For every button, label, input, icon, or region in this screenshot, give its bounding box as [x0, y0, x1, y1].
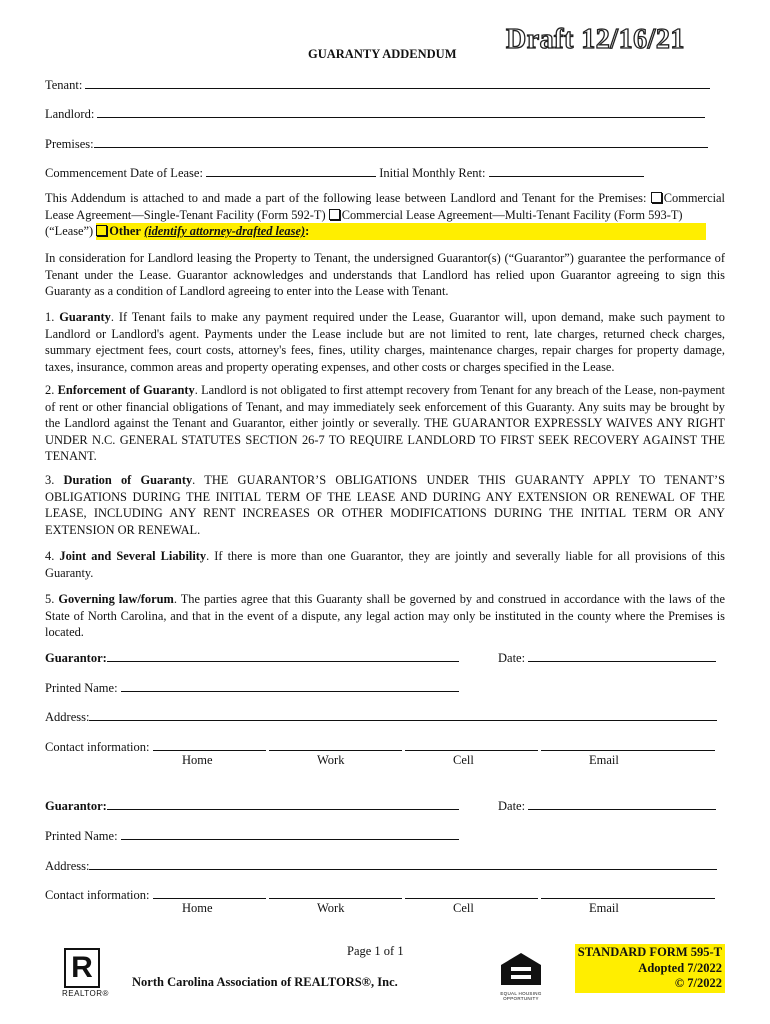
guarantor-label: Guarantor:: [45, 651, 107, 665]
guarantor-1-address-line[interactable]: [89, 709, 717, 721]
commencement-input-line[interactable]: [206, 165, 376, 177]
section-1: [45, 309, 725, 375]
consideration-paragraph: In consideration for Landlord leasing the Property to Tenant, the undersigned Guarantor(s) (“Guarantor”) guarantee the performance of Tenant under the Lease. Guarantor acknowledges and understands that Landlord has relied upon Guarantor agreeing to sign this Guaranty as a condition of Landlord agreeing to enter into the Lease with Tenant.: [45, 251, 725, 299]
form-adopted: Adopted 7/2022: [638, 960, 722, 975]
association-name: North Carolina Association of REALTORS®, Inc.: [132, 975, 398, 989]
printed-name-label: Printed Name:: [45, 829, 118, 843]
section-3: [45, 472, 725, 538]
checkbox-form-593[interactable]: [329, 209, 340, 220]
address-label: Address:: [45, 859, 90, 873]
draft-stamp: Draft 12/16/21: [506, 24, 685, 55]
tenant-field[interactable]: [45, 77, 710, 93]
contact-label: Contact information:: [45, 888, 150, 902]
realtor-logo-text: REALTOR®: [62, 989, 109, 998]
guarantor-1-signature-line[interactable]: [107, 650, 459, 662]
page-title: GUARANTY ADDENDUM: [308, 47, 457, 61]
tenant-label: Tenant:: [45, 78, 83, 92]
guarantor-2-date-field[interactable]: [498, 798, 716, 814]
form-info-highlight: [575, 944, 725, 993]
section-title: Guaranty: [59, 310, 111, 324]
rent-label: Initial Monthly Rent:: [379, 166, 486, 180]
page-number: Page 1 of 1: [347, 944, 404, 958]
home-caption: Home: [182, 753, 213, 767]
work-caption: Work: [317, 901, 345, 915]
premises-label: Premises:: [45, 137, 94, 151]
section-body: . THE GUARANTOR’S OBLIGATIONS UNDER THIS GUARANTY APPLY TO TENANT’S OBLIGATIONS DURING THE INITIAL TERM OF THE LEASE AND DURING ANY EXTENSION OR RENEWAL OF THE LEASE, INCLUDING ANY RENT INCREASES OR OTHER MODIFICATIONS DURING THE INITIAL TERM OR ANY EXTENSION OR RENEWAL.: [45, 473, 725, 537]
tenant-input-line[interactable]: [85, 77, 710, 89]
landlord-field[interactable]: [45, 106, 705, 122]
guarantor-2-field[interactable]: [45, 798, 459, 814]
section-body: . Landlord is not obligated to first attempt recovery from Tenant for any breach of the Lease, non-payment of rent or other financial obligations of Tenant, and may immediately seek enforcement of this Guaranty. Any suits may be brought by the Landlord against the Tenant and Guarantor, either jointly or severally. THE GUARANTOR EXPRESSLY WAIVES ANY RIGHT UNDER N.C. GENERAL STATUTES SECTION 26-7 TO REQUIRE LANDLORD TO FIRST SEEK RECOVERY AGAINST THE TENANT.: [45, 383, 725, 464]
guarantor-1-date-line[interactable]: [528, 650, 716, 662]
section-number: 4.: [45, 549, 55, 563]
realtor-logo-letter: R: [71, 951, 93, 984]
equal-housing-logo: [497, 952, 545, 1000]
premises-field[interactable]: [45, 136, 708, 152]
guarantor-2-printed-name-line[interactable]: [121, 828, 459, 840]
guarantor-1-field[interactable]: [45, 650, 459, 666]
date-label: Date:: [498, 799, 526, 813]
equal-housing-text: EQUAL HOUSING OPPORTUNITY: [500, 991, 542, 1001]
landlord-label: Landlord:: [45, 107, 95, 121]
work-caption: Work: [317, 753, 345, 767]
guarantor-2-printed-name-field[interactable]: [45, 828, 459, 844]
equal-housing-icon: [497, 952, 545, 986]
guarantor-2-signature-line[interactable]: [107, 798, 459, 810]
guarantor-2-address-line[interactable]: [89, 858, 717, 870]
guarantor-1-email-line[interactable]: [541, 739, 715, 751]
guarantor-2-home-line[interactable]: [153, 887, 266, 899]
guarantor-1-date-field[interactable]: [498, 650, 716, 666]
section-title: Duration of Guaranty: [63, 473, 193, 487]
guarantor-2-email-line[interactable]: [541, 887, 715, 899]
email-caption: Email: [589, 753, 619, 767]
section-body: . The parties agree that this Guaranty shall be governed by and construed in accordance with the laws of the State of North Carolina, and that in the event of a dispute, any legal action may only be instituted in the county where the Premises is located.: [45, 592, 725, 640]
intro-paragraph: [45, 190, 725, 240]
address-label: Address:: [45, 710, 90, 724]
option-form-593: Commercial Lease Agreement—Multi-Tenant Facility (Form 593-T): [341, 207, 683, 222]
section-5: [45, 591, 725, 641]
section-4: [45, 548, 725, 581]
printed-name-label: Printed Name:: [45, 681, 118, 695]
contact-label: Contact information:: [45, 740, 150, 754]
section-title: Joint and Several Liability: [59, 549, 207, 563]
section-number: 1.: [45, 310, 55, 324]
guarantor-1-printed-name-line[interactable]: [121, 680, 459, 692]
other-label: Other: [109, 224, 141, 239]
date-label: Date:: [498, 651, 526, 665]
guarantor-1-printed-name-field[interactable]: [45, 680, 459, 696]
guarantor-2-work-line[interactable]: [269, 887, 402, 899]
checkbox-form-592[interactable]: [651, 192, 662, 203]
checkbox-other[interactable]: [96, 225, 107, 236]
other-colon: :: [305, 224, 310, 239]
commencement-row: [45, 165, 644, 181]
cell-caption: Cell: [453, 753, 474, 767]
other-option-highlight: [96, 223, 706, 240]
commencement-label: Commencement Date of Lease:: [45, 166, 203, 180]
section-number: 2.: [45, 383, 55, 397]
form-copyright: © 7/2022: [674, 976, 722, 990]
other-italic: (identify attorney-drafted lease): [144, 224, 306, 239]
landlord-input-line[interactable]: [97, 106, 705, 118]
lease-word: (“Lease”): [45, 224, 94, 239]
home-caption: Home: [182, 901, 213, 915]
email-caption: Email: [589, 901, 619, 915]
guarantor-1-work-line[interactable]: [269, 739, 402, 751]
section-number: 5.: [45, 592, 55, 606]
guarantor-label: Guarantor:: [45, 799, 107, 813]
guarantor-1-address-field[interactable]: [45, 709, 717, 725]
cell-caption: Cell: [453, 901, 474, 915]
guarantor-2-address-field[interactable]: [45, 858, 717, 874]
section-2: [45, 382, 725, 465]
section-number: 3.: [45, 473, 55, 487]
intro-text: This Addendum is attached to and made a part of the following lease between Landlord and Tenant for the Premises:: [45, 191, 647, 205]
guarantor-1-cell-line[interactable]: [405, 739, 538, 751]
realtor-logo: [62, 948, 110, 1004]
rent-input-line[interactable]: [489, 165, 644, 177]
section-body: . If there is more than one Guarantor, they are jointly and severally liable for all provisions of this Guaranty.: [45, 549, 725, 580]
section-title: Enforcement of Guaranty: [57, 383, 195, 397]
guarantor-1-home-line[interactable]: [153, 739, 266, 751]
premises-input-line[interactable]: [94, 136, 708, 148]
section-body: . If Tenant fails to make any payment required under the Lease, Guarantor will, upon demand, make such payment to Landlord or Landlord's agent. Payments under the Lease include but are not limited to rent, late charges, returned check charges, summary ejectment fees, court costs, attorney's fees, fines, utility charges, maintenance charges, repair charges for property damage, taxes, insurance, common areas and property operating expenses, and other costs or charges specified in the Lease.: [45, 310, 725, 374]
option-form-592: Commercial Lease Agreement—Single-Tenant Facility (Form 592-T): [45, 191, 725, 222]
form-number: STANDARD FORM 595-T: [577, 945, 722, 959]
section-title: Governing law/forum: [58, 592, 174, 606]
guarantor-2-cell-line[interactable]: [405, 887, 538, 899]
guarantor-2-date-line[interactable]: [528, 798, 716, 810]
